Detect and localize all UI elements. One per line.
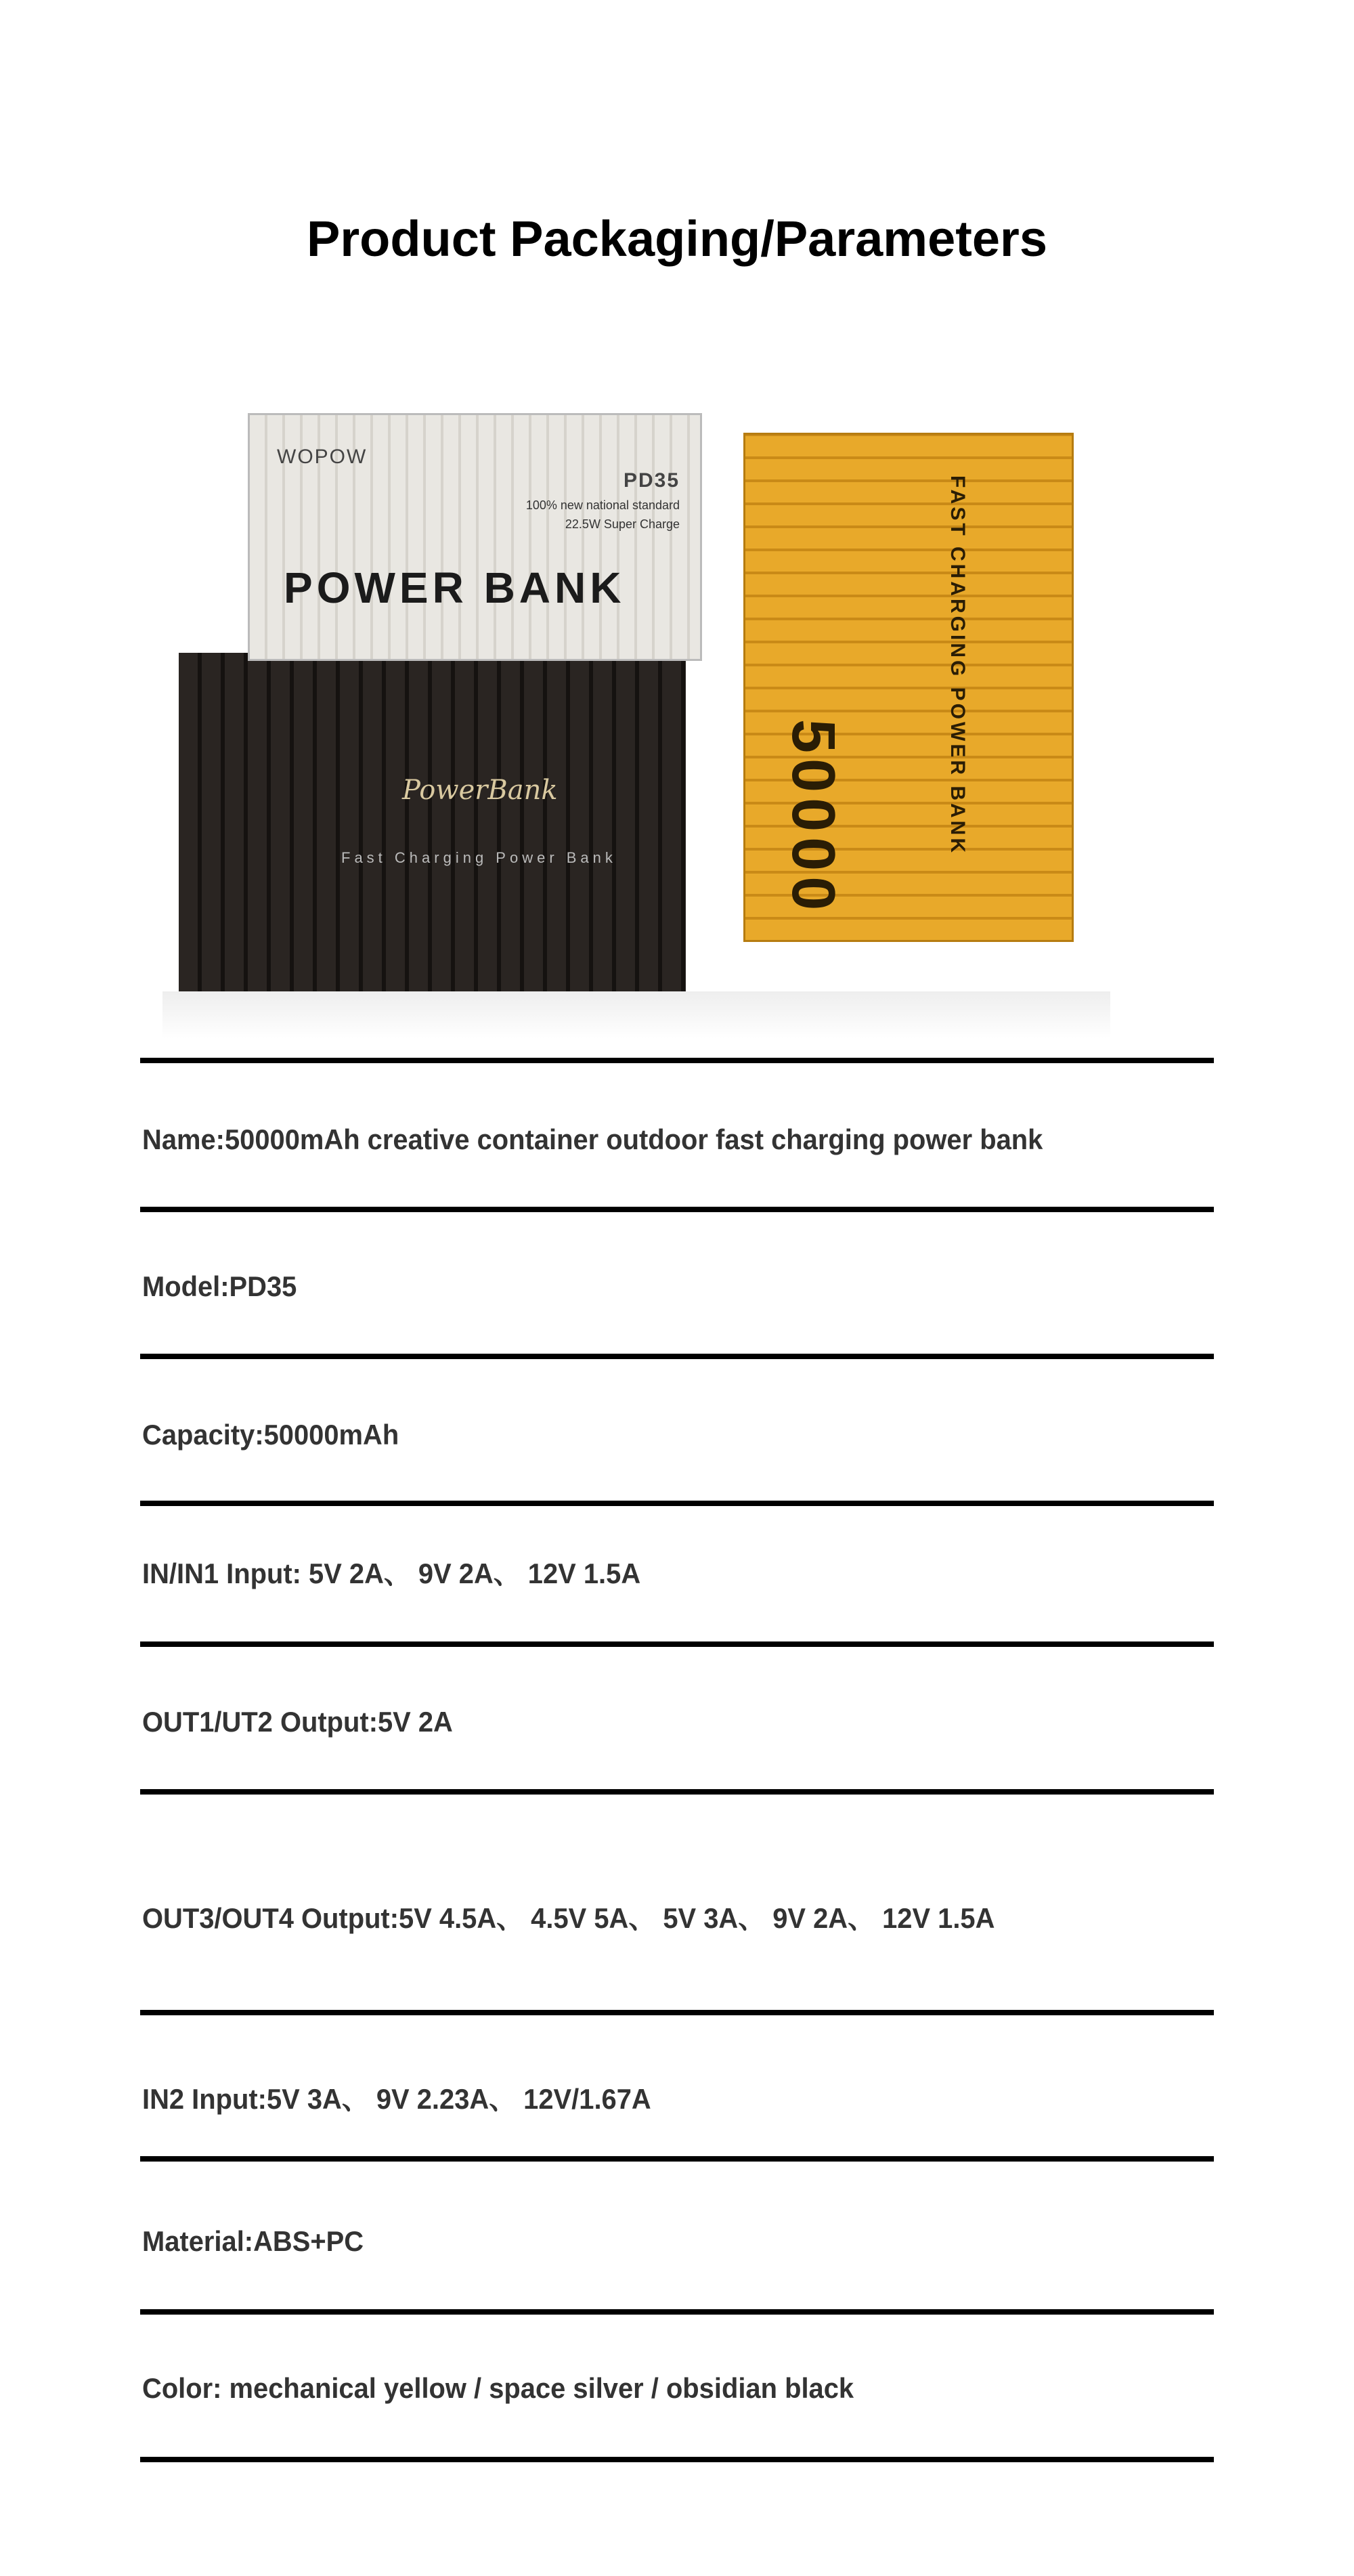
tagline: 100% new national standard — [525, 498, 680, 512]
black-box-script: PowerBank — [402, 775, 558, 806]
divider — [140, 1058, 1214, 1063]
divider — [140, 2010, 1214, 2015]
black-box-subtitle: Fast Charging Power Bank — [341, 849, 617, 866]
page-title: Product Packaging/Parameters — [307, 211, 1047, 267]
charge-label: 22.5W Super Charge — [565, 517, 680, 531]
param-material: Material:ABS+PC — [142, 2225, 364, 2257]
yellow-container-box — [743, 433, 1074, 942]
divider — [140, 2309, 1214, 2315]
divider — [140, 1641, 1214, 1647]
divider — [140, 2457, 1214, 2462]
divider — [140, 1501, 1214, 1506]
param-out3-out4-output: OUT3/OUT4 Output:5V 4.5A、 4.5V 5A、 5V 3A、 9V 2A、 12V 1.5A — [142, 1902, 995, 1934]
param-model: Model:PD35 — [142, 1270, 297, 1302]
yellow-box-capacity: 50000 — [779, 719, 847, 916]
divider — [140, 1207, 1214, 1212]
yellow-box-label: FAST CHARGING POWER BANK — [946, 475, 969, 855]
divider — [140, 1789, 1214, 1795]
param-color: Color: mechanical yellow / space silver / obsidian black — [142, 2372, 854, 2404]
param-out1-out2-output: OUT1/UT2 Output:5V 2A — [142, 1706, 453, 1738]
power-bank-label: POWER BANK — [284, 563, 626, 612]
divider — [140, 2156, 1214, 2162]
reflection — [162, 991, 1110, 1039]
silver-container-box — [248, 413, 702, 661]
model-label: PD35 — [623, 469, 680, 492]
param-capacity: Capacity:50000mAh — [142, 1419, 399, 1451]
param-name: Name:50000mAh creative container outdoor fast charging power bank — [142, 1123, 1043, 1155]
param-in-in1-input: IN/IN1 Input: 5V 2A、 9V 2A、 12V 1.5A — [142, 1558, 641, 1589]
brand-logo: WOPOW — [277, 446, 368, 468]
divider — [140, 1354, 1214, 1359]
black-container-box — [179, 653, 686, 991]
param-in2-input: IN2 Input:5V 3A、 9V 2.23A、 12V/1.67A — [142, 2083, 651, 2115]
